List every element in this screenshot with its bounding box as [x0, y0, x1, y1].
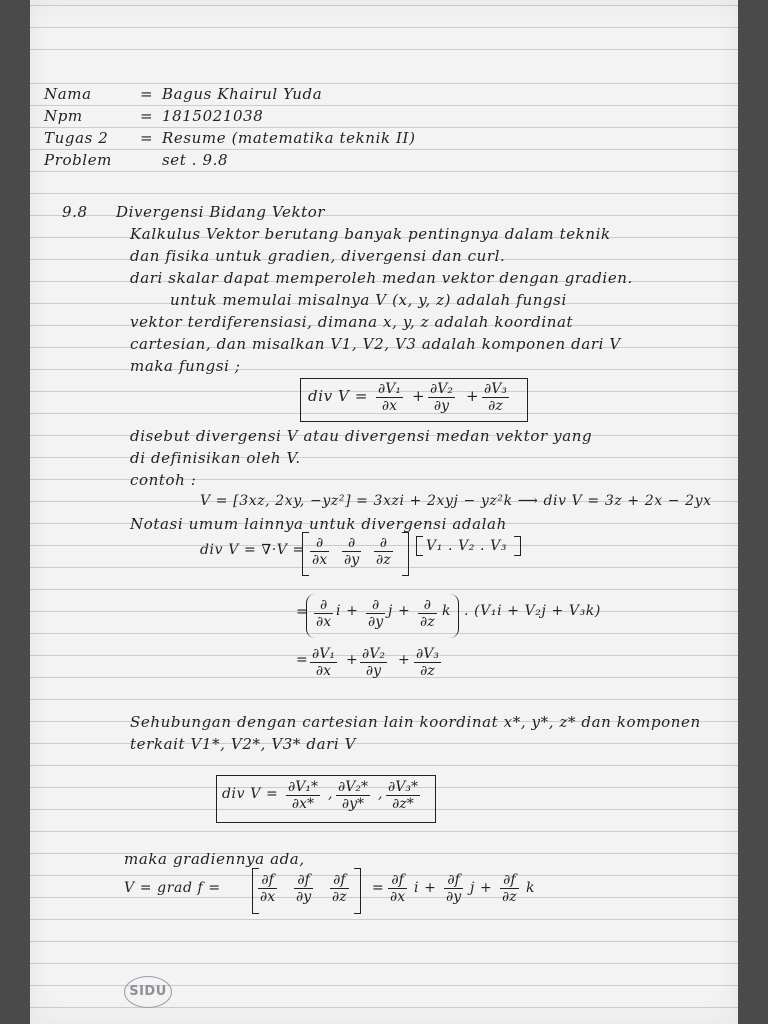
para1-line: Kalkulus Vektor berutang banyak pentingnya dalam teknik — [130, 225, 611, 243]
grad-unit-k: k — [526, 880, 536, 896]
grad-unit-j: j + — [470, 880, 493, 896]
unit-k: k — [442, 603, 452, 619]
bracket-right — [354, 868, 361, 914]
bracket-left — [302, 532, 309, 576]
result-term3: $\frac{\text{∂V₃}}{\partial z}$ — [416, 646, 439, 679]
para1-line: maka fungsi ; — [130, 357, 241, 375]
sep-nama: = — [140, 85, 154, 103]
result-term1: $\frac{\text{∂V₁}}{\partial x}$ — [312, 646, 335, 679]
grad-result-y: $\frac{\partial f}{\partial y}$ — [446, 872, 462, 905]
paren-right — [450, 594, 459, 638]
grad-result-z: $\frac{\partial f}{\partial z}$ — [502, 872, 517, 905]
para1-line: cartesian, dan misalkan V1, V2, V3 adalah komponen dari V — [130, 335, 621, 353]
sep-tugas: = — [140, 129, 154, 147]
notasi-eq2: = — [296, 604, 309, 620]
para1-line: dan fisika untuk gradien, divergensi dan curl. — [130, 247, 506, 265]
sep-npm: = — [140, 107, 154, 125]
eq2-term3: $\frac{\text{∂V₃*}}{\partial z*}$ — [388, 779, 418, 812]
para1-line: vektor terdiferensiasi, dimana x, y, z adalah koordinat — [130, 313, 574, 331]
para1-line: dari skalar dapat memperoleh medan vektor dengan gradien. — [130, 269, 633, 287]
notasi-lhs: div V = ∇·V = — [200, 542, 305, 558]
label-npm: Npm — [44, 107, 83, 125]
eq1-term3: $\frac{\text{∂V₃}}{\partial z}$ — [484, 381, 507, 414]
para2-line: disebut divergensi V atau divergensi medan vektor yang — [130, 427, 593, 445]
gradien-eq: = — [372, 880, 385, 896]
eq1-plus: + — [466, 387, 480, 405]
value-nama: Bagus Khairul Yuda — [162, 85, 323, 103]
del-x: ∂ ∂x — [316, 597, 332, 630]
eq2-comma: , — [328, 786, 334, 802]
para1-line: untuk memulai misalnya V (x, y, z) adalah fungsi — [170, 291, 567, 309]
eq2-term2: $\frac{\text{∂V₂*}}{\partial y*}$ — [338, 779, 368, 812]
grad-z: $\frac{\partial f}{\partial z}$ — [332, 872, 347, 905]
notasi-vector: V₁ . V₂ . V₃ — [426, 538, 508, 554]
value-npm: 1815021038 — [162, 107, 264, 125]
eq1-term2: $\frac{\text{∂V₂}}{\partial y}$ — [430, 381, 453, 414]
eq1-plus: + — [412, 387, 426, 405]
bracket-right — [514, 536, 521, 556]
gradien-text: maka gradiennya ada, — [124, 850, 305, 868]
gradien-lhs: V = grad f = — [124, 880, 221, 896]
grad-result-x: $\frac{\partial f}{\partial x}$ — [390, 872, 406, 905]
value-tugas: Resume (matematika teknik II) — [162, 129, 416, 147]
eq2-comma: , — [378, 786, 384, 802]
notasi-text: Notasi umum lainnya untuk divergensi adalah — [130, 515, 507, 533]
para3-line: Sehubungan dengan cartesian lain koordinat x*, y*, z* dan komponen — [130, 713, 701, 731]
del-y: ∂ ∂y — [368, 597, 384, 630]
grad-y: $\frac{\partial f}{\partial y}$ — [296, 872, 312, 905]
bracket-left — [416, 536, 423, 556]
label-nama: Nama — [44, 85, 92, 103]
section-title: Divergensi Bidang Vektor — [116, 203, 326, 221]
notasi-vector-expanded: . (V₁i + V₂j + V₃k) — [464, 603, 601, 619]
grad-unit-i: i + — [414, 880, 437, 896]
nabla-z: ∂ ∂z — [376, 535, 391, 568]
bracket-right — [402, 532, 409, 576]
result-plus: + — [398, 652, 411, 668]
eq1-term1: $\frac{\text{∂V₁}}{\partial x}$ — [378, 381, 401, 414]
contoh-equation: V = [3xz, 2xy, −yz²] = 3xzi + 2xyj − yz²k ⟶ div V = 3z + 2x − 2yx — [200, 493, 712, 509]
grad-x: $\frac{\partial f}{\partial x}$ — [260, 872, 276, 905]
del-z: ∂ ∂z — [420, 597, 435, 630]
para2-line: di definisikan oleh V. — [130, 449, 301, 467]
value-problem: set . 9.8 — [162, 151, 229, 169]
label-tugas: Tugas 2 — [44, 129, 109, 147]
notebook-page — [30, 0, 738, 1024]
eq1-lhs: div V = — [308, 387, 369, 405]
notebook-brand-logo: SIDU — [124, 976, 172, 1008]
unit-j: j + — [388, 603, 411, 619]
result-term2: $\frac{\text{∂V₂}}{\partial y}$ — [362, 646, 385, 679]
nabla-y: ∂ ∂y — [344, 535, 360, 568]
eq2-lhs: div V = — [222, 786, 279, 802]
eq2-term1: $\frac{\text{∂V₁*}}{\partial x*}$ — [288, 779, 318, 812]
unit-i: i + — [336, 603, 359, 619]
contoh-label: contoh : — [130, 471, 197, 489]
notasi-eq3: = — [296, 652, 309, 668]
result-plus: + — [346, 652, 359, 668]
nabla-x: ∂ ∂x — [312, 535, 328, 568]
label-problem: Problem — [44, 151, 112, 169]
section-number: 9.8 — [62, 203, 88, 221]
para3-line: terkait V1*, V2*, V3* dari V — [130, 735, 357, 753]
